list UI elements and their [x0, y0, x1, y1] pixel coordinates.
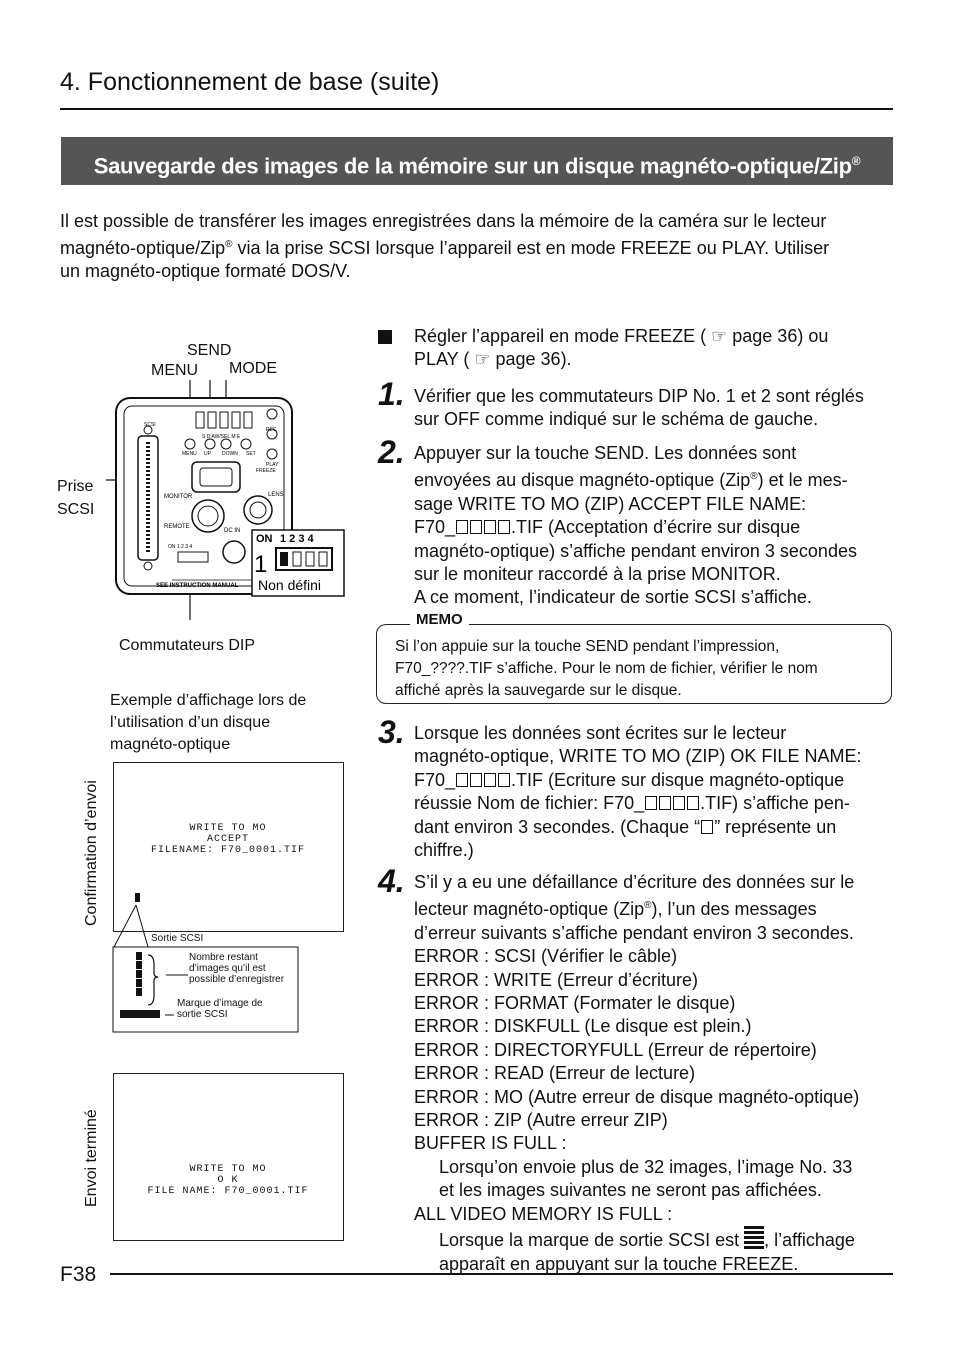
svg-text:FREEZE: FREEZE [256, 468, 276, 474]
svg-text:Non défini: Non défini [258, 577, 322, 593]
example-caption: Exemple d’affichage lors de l’utilisation d’un disque magnéto-optique [110, 692, 307, 753]
sortie-scsi-label: Sortie SCSI [151, 933, 204, 944]
screen-line: ACCEPT [206, 834, 249, 845]
banner-title: Sauvegarde des images de la mémoire sur un disque magnéto-optique/Zip [93, 153, 852, 179]
svg-text:SCSI: SCSI [144, 422, 156, 428]
svg-text:1: 1 [254, 551, 268, 578]
confirm-label: Confirmation d’envoi [83, 780, 100, 926]
marque-label: Marque d’image de sortie SCSI [177, 998, 263, 1020]
error-item: ERROR : ZIP (Autre erreur ZIP) [414, 1110, 668, 1131]
camera-rear-panel [100, 380, 350, 620]
dip-label: Commutateurs DIP [119, 637, 256, 654]
section-heading: 4. Fonctionnement de base (suite) [60, 68, 440, 96]
intro-line: Il est possible de transférer les images enregistrées dans la mémoire de la caméra sur le lecteur [60, 211, 827, 231]
scsi-full-mark-icon [744, 1226, 764, 1250]
svg-text:1 2 3 4: 1 2 3 4 [280, 533, 314, 545]
intro-line: magnéto-optique/Zip® via la prise SCSI lorsque l’appareil est en mode FREEZE ou PLAY. Utiliser [60, 238, 830, 258]
scsi-label: SCSI [57, 501, 95, 518]
error-item: ERROR : SCSI (Vérifier le câble) [414, 946, 678, 967]
step-4: S’il y a eu une défaillance d’écriture des données sur le lecteur magnéto-optique (Zip®), l’un des messages d’erreur suivants s’affiche pendant environ 3 secondes. ERROR : SCSI (Vérifier le câble) ERROR : WRITE (Erreur d’écriture) ERROR : FORMAT (Formater le disque) ERROR : DISKFULL (Le disque est plein.) ERROR : DIRECTORYFULL (Erreur de répertoire) ERROR : READ (Erreur de lecture) ERROR : MO (Autre erreur de disque magnéto-optique) ERROR : ZIP (Autre erreur ZIP) BUFFER IS FULL : Lorsqu’on envoie plus de 32 images, l’image No. 33 et les images suivantes ne seront pas affichées. ALL VIDEO MEMORY IS FULL : Lorsque la marque de sortie SCSI est , l’affichage apparaît en appuyant sur la touche FREEZE. [414, 871, 894, 1276]
memo-text: Si l’on appuie sur la touche SEND pendant l’impression, F70_????.TIF s’affiche. Pour le nom de fichier, vérifier le nom affiché après la sauvegarde sur le disque. [395, 638, 818, 699]
svg-text:SEE INSTRUCTION MANUAL: SEE INSTRUCTION MANUAL [156, 583, 239, 589]
screen-line: WRITE TO MO [189, 823, 267, 834]
done-screen [113, 1073, 344, 1241]
svg-text:SET: SET [246, 451, 256, 457]
step-number: 3. [378, 714, 405, 750]
svg-text:REC: REC [266, 427, 277, 433]
screen-line: FILE NAME: F70_0001.TIF [147, 1186, 309, 1197]
mode-label: MODE [229, 360, 277, 377]
svg-text:MENU: MENU [182, 451, 197, 457]
done-label: Envoi terminé [83, 1109, 100, 1207]
error-item: ERROR : FORMAT (Formater le disque) [414, 993, 736, 1014]
screen-line: WRITE TO MO [189, 1164, 267, 1175]
intro-line: un magnéto-optique formaté DOS/V. [60, 261, 351, 281]
step-1: Vérifier que les commutateurs DIP No. 1 et 2 sont réglés sur OFF comme indiqué sur le schéma de gauche. [414, 386, 864, 430]
error-item: ERROR : READ (Erreur de lecture) [414, 1063, 696, 1084]
send-label: SEND [187, 342, 232, 359]
step-number: 1. [378, 376, 405, 412]
screen-line: FILENAME: F70_0001.TIF [150, 845, 306, 856]
svg-text:PLAY: PLAY [266, 462, 279, 468]
step-2: Appuyer sur la touche SEND. Les données sont envoyées au disque magnéto-optique (Zip®) et le mes- sage WRITE TO MO (ZIP) ACCEPT FILE NAME: F70_ .TIF (Acceptation d’écrire sur disque magnéto-optique) s’affiche pendant environ 3 secondes sur le moniteur raccordé à la prise MONITOR. A ce moment, l’indicateur de sortie SCSI s’affiche. [414, 443, 857, 608]
prise-label: Prise [57, 478, 94, 495]
bullet-square [378, 330, 392, 344]
svg-text:S D AW/SEL M E: S D AW/SEL M E [202, 434, 241, 440]
svg-text:REMOTE: REMOTE [164, 524, 190, 530]
menu-label: MENU [151, 362, 199, 379]
pre-step: Régler l’appareil en mode FREEZE ( ☞ page 36) ou PLAY ( ☞ page 36). [414, 326, 829, 370]
error-item: ERROR : MO (Autre erreur de disque magnéto-optique) [414, 1086, 860, 1107]
memo-title: MEMO [410, 611, 469, 628]
section-banner [61, 137, 893, 185]
step-number: 2. [378, 434, 405, 470]
svg-text:ON 1 2 3 4: ON 1 2 3 4 [168, 544, 193, 550]
intro-paragraph [60, 210, 896, 283]
page-number: F38 [60, 1263, 97, 1286]
svg-text:DC IN: DC IN [224, 528, 241, 534]
nombre-label: Nombre restant d’images qu’il est possible d’enregistrer [189, 952, 285, 985]
svg-text:LENS: LENS [268, 492, 284, 498]
error-item: ERROR : DISKFULL (Le disque est plein.) [414, 1016, 752, 1037]
svg-text:UP: UP [204, 451, 211, 457]
error-item: ERROR : WRITE (Erreur d’écriture) [414, 969, 699, 990]
svg-text:DOWN: DOWN [222, 451, 238, 457]
heading-rule [60, 108, 893, 110]
registered-mark: ® [851, 154, 861, 168]
step-3: Lorsque les données sont écrites sur le lecteur magnéto-optique, WRITE TO MO (ZIP) OK FILE NAME: F70_ .TIF (Ecriture sur disque magnéto-optique réussie Nom de fichier: F70_ .TIF) s’affiche pen- dant environ 3 secondes. (Chaque “ ” représente un chiffre.) [414, 723, 862, 861]
screen-line: O K [217, 1175, 239, 1186]
svg-text:ON: ON [256, 533, 273, 545]
step-number: 4. [378, 863, 405, 899]
footer-rule [110, 1273, 893, 1275]
svg-text:MONITOR: MONITOR [164, 494, 193, 500]
error-item: ERROR : DIRECTORYFULL (Erreur de répertoire) [414, 1039, 817, 1060]
